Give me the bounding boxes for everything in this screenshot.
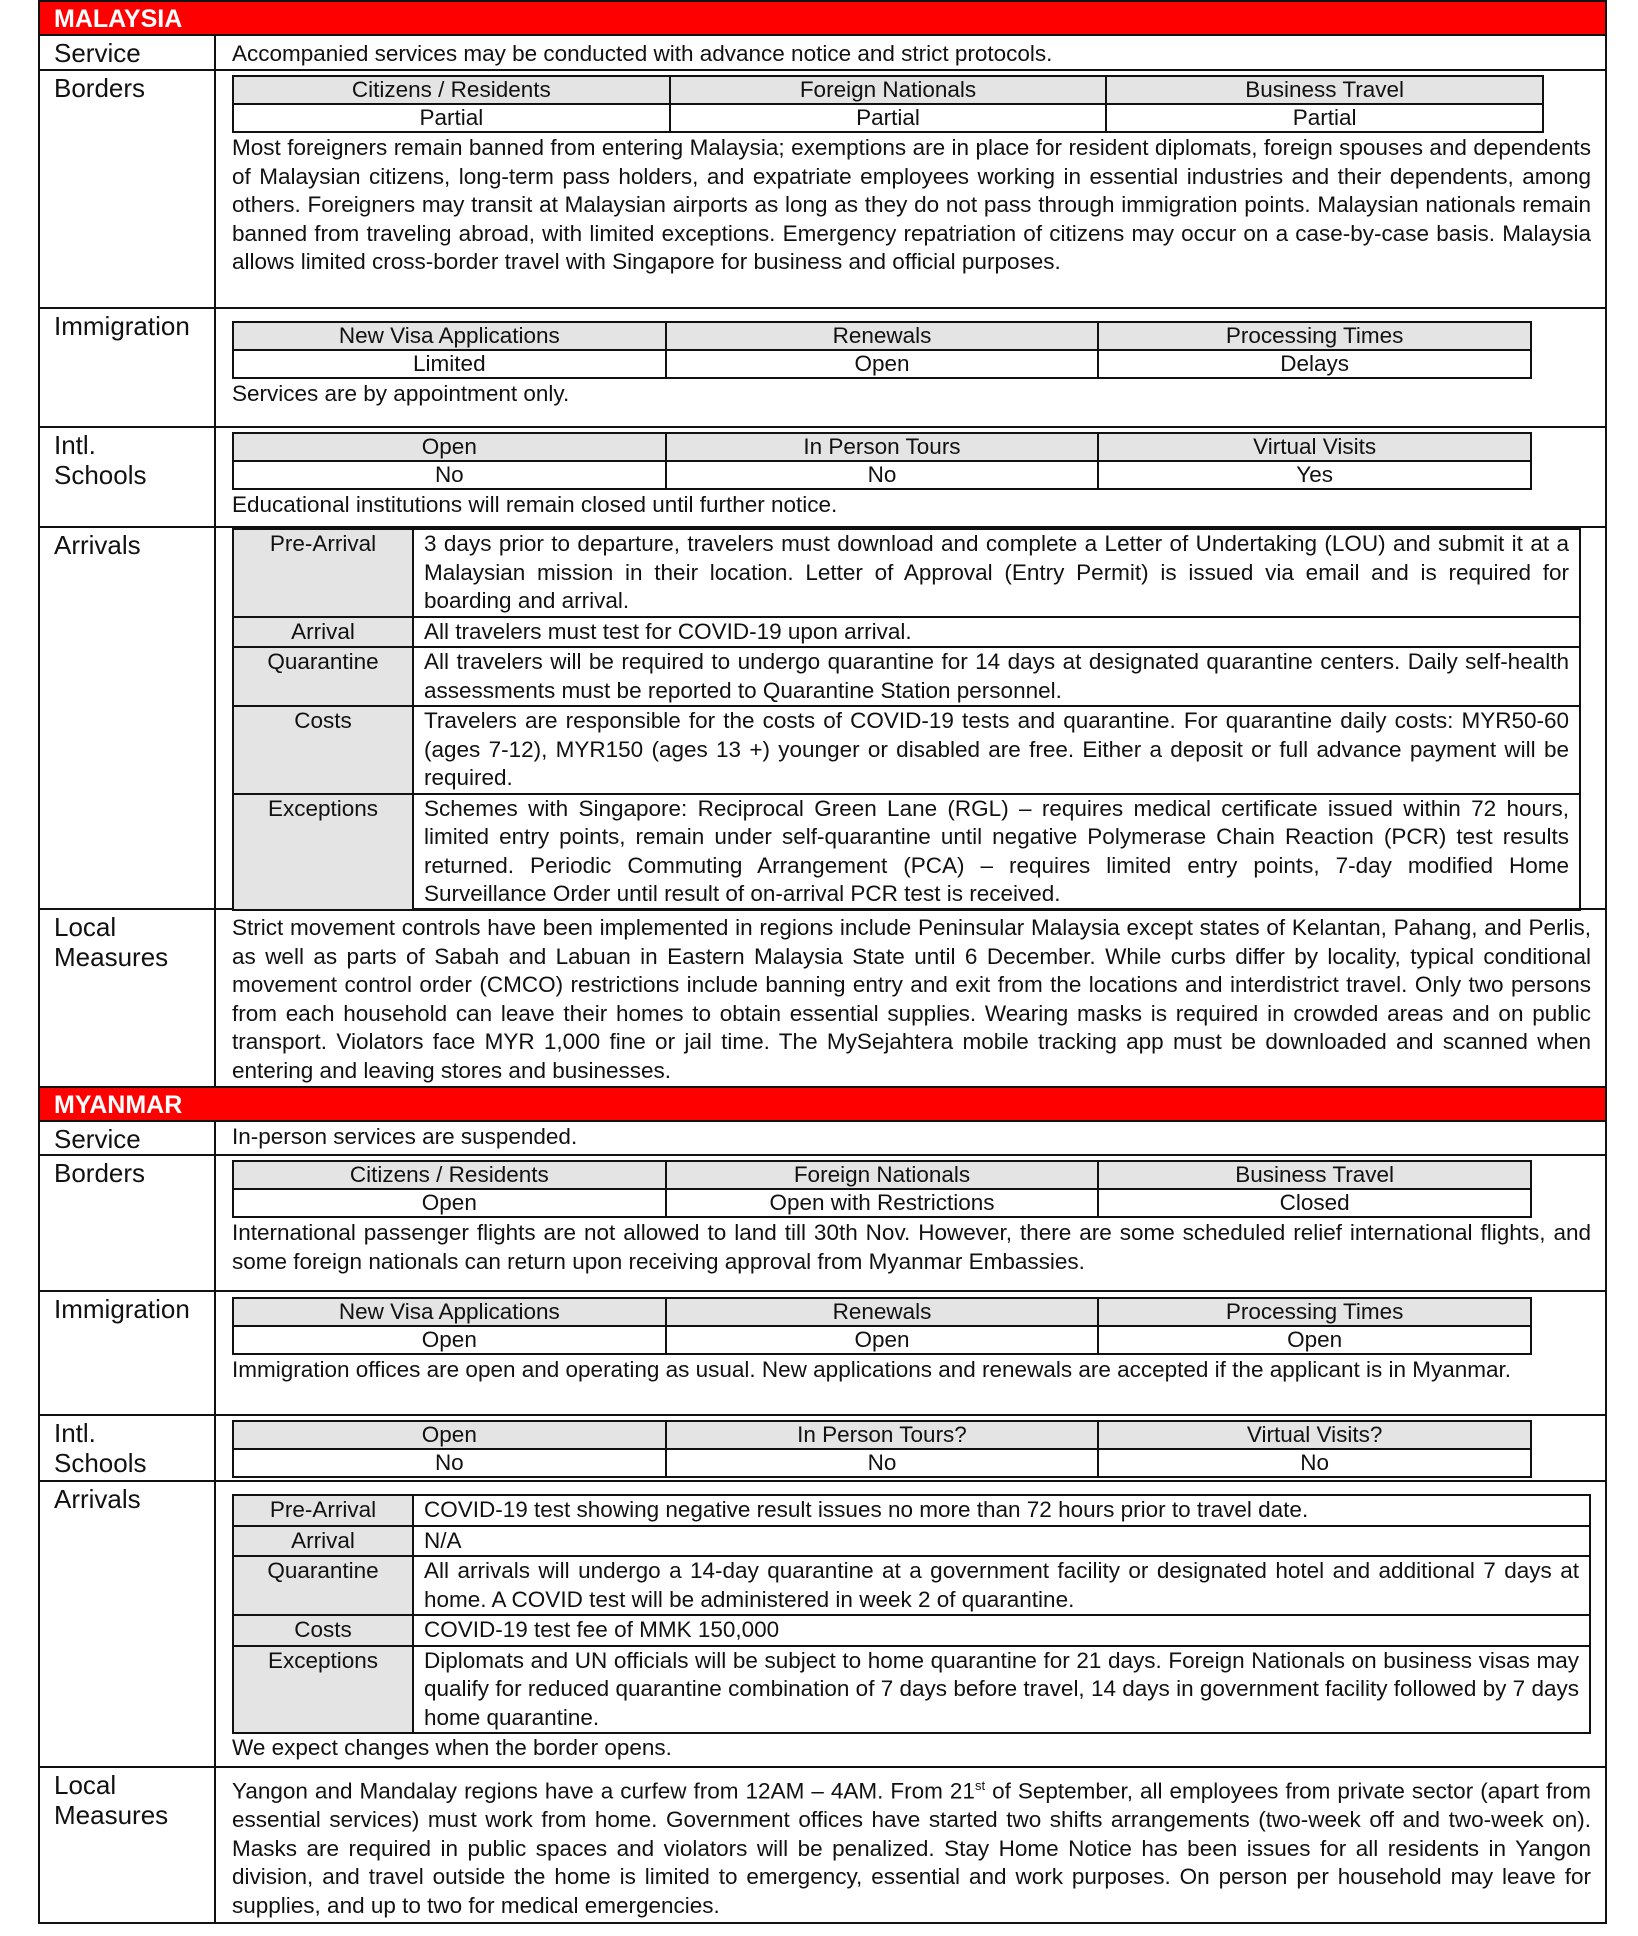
arrivals-value: COVID-19 test showing negative result issues no more than 72 hours prior to travel date.	[413, 1495, 1590, 1526]
table-row	[233, 794, 1580, 910]
schools-content	[216, 1416, 1605, 1480]
table-cell: Open	[1098, 1326, 1531, 1354]
row-label-line: Schools	[54, 460, 147, 490]
table-row	[233, 1526, 1590, 1557]
schools-status-table	[232, 1420, 1532, 1478]
table-header: Renewals	[666, 1298, 1099, 1326]
borders-content	[216, 71, 1605, 307]
table-cell: Limited	[233, 350, 666, 378]
immigration-status-table	[232, 1297, 1532, 1355]
local-measures-text	[216, 1768, 1605, 1922]
arrivals-value: 3 days prior to departure, travelers must download and complete a Letter of Undertaking (LOU) and submit it at a Malaysian mission in their location. Letter of Approval (Entry Permit) is issued via email and is required for boarding and arrival.	[413, 529, 1580, 617]
row-immigration	[38, 1290, 1607, 1414]
arrivals-key: Costs	[233, 706, 413, 794]
table-cell: Partial	[1106, 104, 1543, 132]
row-label: Arrivals	[40, 528, 216, 908]
row-label: Borders	[40, 1156, 216, 1290]
table-header: Renewals	[666, 322, 1099, 350]
arrivals-key: Pre-Arrival	[233, 1495, 413, 1526]
row-label: Service	[40, 36, 216, 69]
table-header: Open	[233, 433, 666, 461]
table-row	[233, 706, 1580, 794]
row-label	[40, 1768, 216, 1922]
table-header: Citizens / Residents	[233, 1161, 666, 1189]
table-cell: Partial	[233, 104, 670, 132]
table-cell: Open	[233, 1189, 666, 1217]
row-label: Immigration	[40, 309, 216, 426]
immigration-status-table	[232, 321, 1532, 379]
table-header: Open	[233, 1421, 666, 1449]
schools-status-table	[232, 432, 1532, 490]
table-header: Foreign Nationals	[666, 1161, 1099, 1189]
table-row	[233, 1615, 1590, 1646]
table-header: Foreign Nationals	[670, 76, 1107, 104]
schools-content	[216, 428, 1605, 526]
table-header: Virtual Visits	[1098, 433, 1531, 461]
arrivals-value: Schemes with Singapore: Reciprocal Green Lane (RGL) – requires medical certificate issued within 72 hours, limited entry points, remain under self-quarantine until negative Polymerase Chain Reaction (PCR) test results returned. Periodic Commuting Arrangement (PCA) – requires limited entry points, 7-day modified Home Surveillance Order until result of on-arrival PCR test is received.	[413, 794, 1580, 910]
table-cell: Open with Restrictions	[666, 1189, 1099, 1217]
row-arrivals	[38, 1480, 1607, 1766]
arrivals-content	[216, 1482, 1605, 1766]
row-schools	[38, 1414, 1607, 1480]
row-label: Service	[40, 1122, 216, 1154]
row-label: Borders	[40, 71, 216, 307]
arrivals-value: Travelers are responsible for the costs of COVID-19 tests and quarantine. For quarantine daily costs: MYR50-60 (ages 7-12), MYR150 (ages 13 +) younger or disabled are free. Either a deposit or full advance payment will be required.	[413, 706, 1580, 794]
arrivals-value: Diplomats and UN officials will be subject to home quarantine for 21 days. Foreign Nationals on business visas may qualify for reduced quarantine combination of 7 days before travel, 14 days in government facility followed by 7 days home quarantine.	[413, 1646, 1590, 1734]
service-text: In-person services are suspended.	[232, 1124, 578, 1149]
table-row	[233, 647, 1580, 706]
row-service	[38, 34, 1607, 69]
table-header: Processing Times	[1098, 1298, 1531, 1326]
local-measures-text: Strict movement controls have been implemented in regions include Peninsular Malaysia except states of Kelantan, Pahang, and Perlis, as well as parts of Sabah and Labuan in Eastern Malaysia State until 6 December. While curbs differ by locality, typical conditional movement control order (CMCO) restrictions include banning entry and exit from the locations and interdistrict travel. Only two persons from each household can leave their homes to obtain essential supplies. Wearing masks is required in crowded areas and on public transport. Violators face MYR 1,000 fine or jail time. The MySejahtera mobile tracking app must be downloaded and scanned when entering and leaving stores and businesses.	[232, 915, 1591, 1083]
table-row	[233, 529, 1580, 617]
row-local-measures	[38, 908, 1607, 1086]
row-label	[40, 428, 216, 526]
table-row	[233, 1556, 1590, 1615]
row-label	[40, 910, 216, 1086]
arrivals-key: Exceptions	[233, 794, 413, 910]
arrivals-key: Arrival	[233, 617, 413, 648]
row-borders	[38, 1154, 1607, 1290]
borders-content	[216, 1156, 1605, 1290]
table-cell: Yes	[1098, 461, 1531, 489]
table-cell: Open	[666, 1326, 1099, 1354]
row-label-line: Local	[54, 912, 117, 942]
row-label-line: Measures	[54, 1800, 169, 1830]
table-cell: No	[233, 1449, 666, 1477]
table-header: In Person Tours	[666, 433, 1099, 461]
arrivals-key: Quarantine	[233, 1556, 413, 1615]
arrivals-table	[232, 1494, 1591, 1734]
borders-status-table	[232, 1160, 1532, 1218]
table-cell: Closed	[1098, 1189, 1531, 1217]
table-cell: No	[1098, 1449, 1531, 1477]
arrivals-value: All travelers will be required to undergo quarantine for 14 days at designated quarantine centers. Daily self-health assessments must be reported to Quarantine Station personnel.	[413, 647, 1580, 706]
row-label-line: Schools	[54, 1448, 147, 1478]
row-schools	[38, 426, 1607, 526]
table-header: Virtual Visits?	[1098, 1421, 1531, 1449]
arrivals-value: N/A	[413, 1526, 1590, 1557]
immigration-content	[216, 309, 1605, 426]
row-label	[40, 1416, 216, 1480]
arrivals-content	[216, 528, 1605, 908]
table-cell: No	[233, 461, 666, 489]
table-row	[233, 1646, 1590, 1734]
arrivals-value: COVID-19 test fee of MMK 150,000	[413, 1615, 1590, 1646]
row-label-line: Measures	[54, 942, 169, 972]
borders-text: Most foreigners remain banned from entering Malaysia; exemptions are in place for resident diplomats, foreign spouses and dependents of Malaysian citizens, long-term pass holders, and expatriate employees working in essential industries and their dependents, among others. Foreigners may transit at Malaysian airports as long as they do not pass through immigration points. Malaysian nationals remain banned from traveling abroad, with limited exceptions. Emergency repatriation of citizens may occur on a case-by-case basis. Malaysia allows limited cross-border travel with Singapore for business and official purposes.	[232, 135, 1591, 274]
table-header: Processing Times	[1098, 322, 1531, 350]
arrivals-key: Pre-Arrival	[233, 529, 413, 617]
table-header: New Visa Applications	[233, 1298, 666, 1326]
table-header: In Person Tours?	[666, 1421, 1099, 1449]
row-immigration	[38, 307, 1607, 426]
table-row	[233, 1495, 1590, 1526]
arrivals-value: All arrivals will undergo a 14-day quarantine at a government facility or designated hotel and additional 7 days at home. A COVID test will be administered in week 2 of quarantine.	[413, 1556, 1590, 1615]
table-cell: No	[666, 1449, 1099, 1477]
schools-text: Educational institutions will remain closed until further notice.	[232, 492, 838, 517]
row-borders	[38, 69, 1607, 307]
section-title-malaysia: MALAYSIA	[38, 0, 1607, 34]
row-label-line: Intl.	[54, 430, 96, 460]
document	[38, 0, 1607, 1924]
immigration-content	[216, 1292, 1605, 1414]
immigration-text: Services are by appointment only.	[232, 381, 570, 406]
local-measures-part: Yangon and Mandalay regions have a curfew from 12AM – 4AM. From 21	[232, 1778, 975, 1804]
borders-status-table	[232, 75, 1544, 133]
table-header: New Visa Applications	[233, 322, 666, 350]
row-arrivals	[38, 526, 1607, 908]
table-cell: No	[666, 461, 1099, 489]
ordinal-suffix: st	[974, 1778, 986, 1793]
table-header: Business Travel	[1106, 76, 1543, 104]
arrivals-key: Quarantine	[233, 647, 413, 706]
section-title-myanmar: MYANMAR	[38, 1086, 1607, 1120]
table-cell: Delays	[1098, 350, 1531, 378]
row-label: Arrivals	[40, 1482, 216, 1766]
table-cell: Open	[233, 1326, 666, 1354]
row-local-measures	[38, 1766, 1607, 1924]
table-header: Citizens / Residents	[233, 76, 670, 104]
borders-text: International passenger flights are not allowed to land till 30th Nov. However, there are some scheduled relief international flights, and some foreign nationals can return upon receiving approval from Myanmar Embassies.	[232, 1220, 1591, 1274]
arrivals-value: All travelers must test for COVID-19 upon arrival.	[413, 617, 1580, 648]
arrivals-note: We expect changes when the border opens.	[232, 1735, 672, 1760]
arrivals-key: Exceptions	[233, 1646, 413, 1734]
table-row	[233, 617, 1580, 648]
row-label: Immigration	[40, 1292, 216, 1414]
arrivals-key: Arrival	[233, 1526, 413, 1557]
immigration-text: Immigration offices are open and operating as usual. New applications and renewals are accepted if the applicant is in Myanmar.	[232, 1357, 1512, 1382]
arrivals-key: Costs	[233, 1615, 413, 1646]
row-label-line: Local	[54, 1770, 117, 1800]
arrivals-table	[232, 528, 1581, 911]
row-service	[38, 1120, 1607, 1154]
row-label-line: Intl.	[54, 1418, 96, 1448]
table-cell: Open	[666, 350, 1099, 378]
table-header: Business Travel	[1098, 1161, 1531, 1189]
table-cell: Partial	[670, 104, 1107, 132]
service-text: Accompanied services may be conducted with advance notice and strict protocols.	[232, 41, 1053, 66]
local-measures-part: of September, all employees from private sector (apart from essential services) must work from home. Government offices have started two shifts arrangements (two-week off and two-week on). Masks are required in public spaces and violators will be penalized. Stay Home Notice has been issues for all residents in Yangon division, and travel outside the home is limited to emergency, essential and work purposes. On person per household may leave for supplies, and up to two for medical emergencies.	[232, 1778, 1591, 1918]
